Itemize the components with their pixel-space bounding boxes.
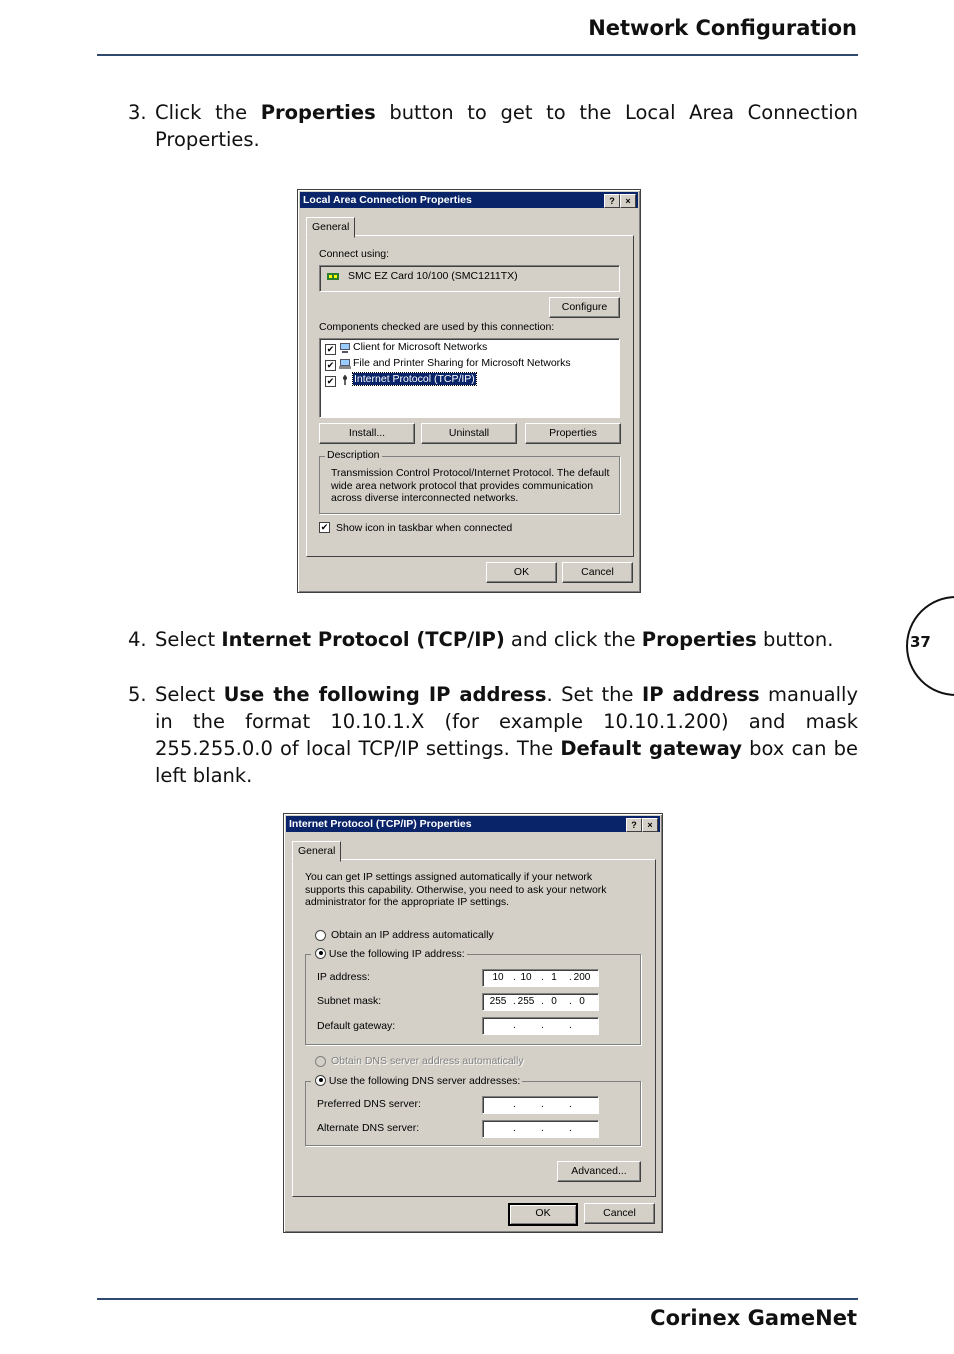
ip-dot: .: [541, 1020, 544, 1031]
step-text: Select: [155, 628, 222, 651]
components-list: [319, 338, 620, 418]
component-label: Client for Microsoft Networks: [353, 341, 488, 353]
ip-address-label: IP address:: [317, 971, 370, 983]
properties-button[interactable]: Properties: [525, 423, 621, 444]
lan-properties-dialog: [297, 189, 641, 593]
use-dns-radio[interactable]: [315, 1075, 326, 1086]
step-text: button.: [756, 628, 834, 651]
page-header-title: Network Configuration: [588, 16, 857, 40]
uninstall-button[interactable]: Uninstall: [421, 423, 517, 444]
description-label: Description: [327, 449, 380, 461]
ip-octet: 0: [579, 996, 585, 1007]
step-text: manually in the format 10.10.1.X (for example 10.10.1.200) and mask 255.255.0.0 of local TCP/IP settings. The: [155, 683, 858, 760]
preferred-dns-label: Preferred DNS server:: [317, 1098, 421, 1110]
dialog-titlebar: [286, 816, 660, 832]
default-gateway-field[interactable]: [482, 1017, 599, 1035]
ok-button[interactable]: OK: [508, 1203, 578, 1226]
printer-icon: [339, 359, 351, 369]
ip-dot: .: [541, 972, 544, 983]
obtain-ip-radio[interactable]: [315, 930, 326, 941]
cancel-button[interactable]: Cancel: [562, 562, 633, 583]
ip-dot: .: [513, 1123, 516, 1134]
ip-dot: .: [569, 972, 572, 983]
close-icon[interactable]: ×: [620, 194, 636, 208]
advanced-button[interactable]: Advanced...: [557, 1161, 641, 1182]
alternate-dns-field[interactable]: [482, 1120, 599, 1138]
protocol-icon: [339, 375, 351, 385]
dialog-title: Local Area Connection Properties: [303, 194, 472, 206]
ip-dot: .: [513, 996, 516, 1007]
ip-dot: .: [513, 972, 516, 983]
subnet-mask-label: Subnet mask:: [317, 995, 382, 1007]
step-number: 4.: [128, 628, 147, 651]
dialog-title: Internet Protocol (TCP/IP) Properties: [289, 818, 472, 830]
footer-brand: Corinex GameNet: [650, 1306, 857, 1330]
ip-octet: 255: [517, 996, 535, 1007]
subnet-mask-field[interactable]: [482, 993, 599, 1011]
use-ip-group-label: [311, 948, 467, 960]
ip-dot: .: [569, 1099, 572, 1110]
client-icon: [339, 343, 351, 353]
ip-octet: 1: [551, 972, 557, 983]
ip-octet: 255: [489, 996, 507, 1007]
install-button[interactable]: Install...: [319, 423, 415, 444]
alternate-dns-label: Alternate DNS server:: [317, 1122, 420, 1134]
tab-general[interactable]: General: [292, 841, 341, 862]
step-3: [128, 99, 858, 153]
tcpip-properties-dialog: [283, 813, 663, 1233]
step-emphasis: Use the following IP address: [223, 683, 547, 706]
component-label: File and Printer Sharing for Microsoft Networks: [353, 357, 571, 369]
component-checkbox[interactable]: ✔: [326, 344, 335, 354]
ip-dot: .: [541, 1123, 544, 1134]
configure-button[interactable]: Configure: [549, 297, 620, 318]
show-icon-checkbox[interactable]: ✔: [320, 522, 329, 532]
step-text: box can be left blank.: [155, 737, 859, 787]
step-number: 5.: [128, 683, 147, 706]
component-checkbox[interactable]: ✔: [326, 360, 335, 370]
ip-dot: .: [541, 996, 544, 1007]
step-emphasis: Properties: [641, 628, 757, 651]
help-icon[interactable]: ?: [604, 194, 620, 208]
step-5: [128, 681, 858, 789]
dialog-titlebar: [300, 192, 638, 208]
ip-octet: 0: [551, 996, 557, 1007]
ip-dot: .: [513, 1099, 516, 1110]
page-number: 37: [910, 633, 931, 651]
obtain-ip-label: Obtain an IP address automatically: [331, 929, 494, 941]
step-text: and click the: [504, 628, 642, 651]
ip-dot: .: [569, 1123, 572, 1134]
ip-octet: 200: [573, 972, 591, 983]
step-text: Select: [155, 683, 224, 706]
obtain-dns-label: Obtain DNS server address automatically: [331, 1055, 524, 1067]
use-dns-label: Use the following DNS server addresses:: [328, 1075, 521, 1087]
step-emphasis: Internet Protocol (TCP/IP): [221, 628, 505, 651]
ok-button[interactable]: OK: [486, 562, 557, 583]
preferred-dns-field[interactable]: [482, 1096, 599, 1114]
connect-using-label: Connect using:: [319, 248, 390, 260]
close-icon[interactable]: ×: [642, 818, 658, 832]
adapter-field: [319, 265, 620, 292]
component-checkbox[interactable]: ✔: [326, 376, 335, 386]
ip-dot: .: [541, 1099, 544, 1110]
help-icon[interactable]: ?: [626, 818, 642, 832]
show-icon-label: Show icon in taskbar when connected: [336, 522, 513, 534]
ip-octet: 10: [520, 972, 532, 983]
ip-address-field[interactable]: [482, 969, 599, 987]
step-emphasis: Properties: [260, 101, 376, 124]
footer-rule: [97, 1298, 858, 1300]
ip-dot: .: [569, 996, 572, 1007]
step-text: Click the: [155, 101, 261, 124]
step-text: . Set the: [546, 683, 642, 706]
ip-dot: .: [569, 1020, 572, 1031]
ip-dot: .: [513, 1020, 516, 1031]
header-rule: [97, 54, 858, 56]
component-label-selected: Internet Protocol (TCP/IP): [354, 373, 475, 385]
use-dns-group-label: [311, 1075, 522, 1087]
step-emphasis: Default gateway: [560, 737, 742, 760]
step-4: [128, 626, 858, 653]
use-ip-label: Use the following IP address:: [328, 948, 465, 960]
adapter-name: SMC EZ Card 10/100 (SMC1211TX): [348, 270, 518, 282]
step-emphasis: IP address: [641, 683, 760, 706]
step-text: button to get to the Local Area Connection Properties.: [155, 101, 858, 151]
description-text: Transmission Control Protocol/Internet Protocol. The default wide area network protocol that provides communication across diverse interconnected networks.: [331, 467, 610, 504]
obtain-dns-radio[interactable]: [315, 1056, 326, 1067]
use-ip-radio[interactable]: [315, 948, 326, 959]
cancel-button[interactable]: Cancel: [584, 1203, 655, 1224]
components-label: Components checked are used by this connection:: [319, 321, 555, 333]
step-number: 3.: [128, 101, 147, 124]
default-gateway-label: Default gateway:: [317, 1020, 396, 1032]
network-card-icon: [327, 272, 339, 282]
tab-general[interactable]: General: [306, 217, 355, 238]
ip-octet: 10: [492, 972, 504, 983]
intro-text: You can get IP settings assigned automatically if your network supports this capability. Otherwise, you need to ask your network administrator for the appropriate IP settings.: [305, 871, 607, 908]
